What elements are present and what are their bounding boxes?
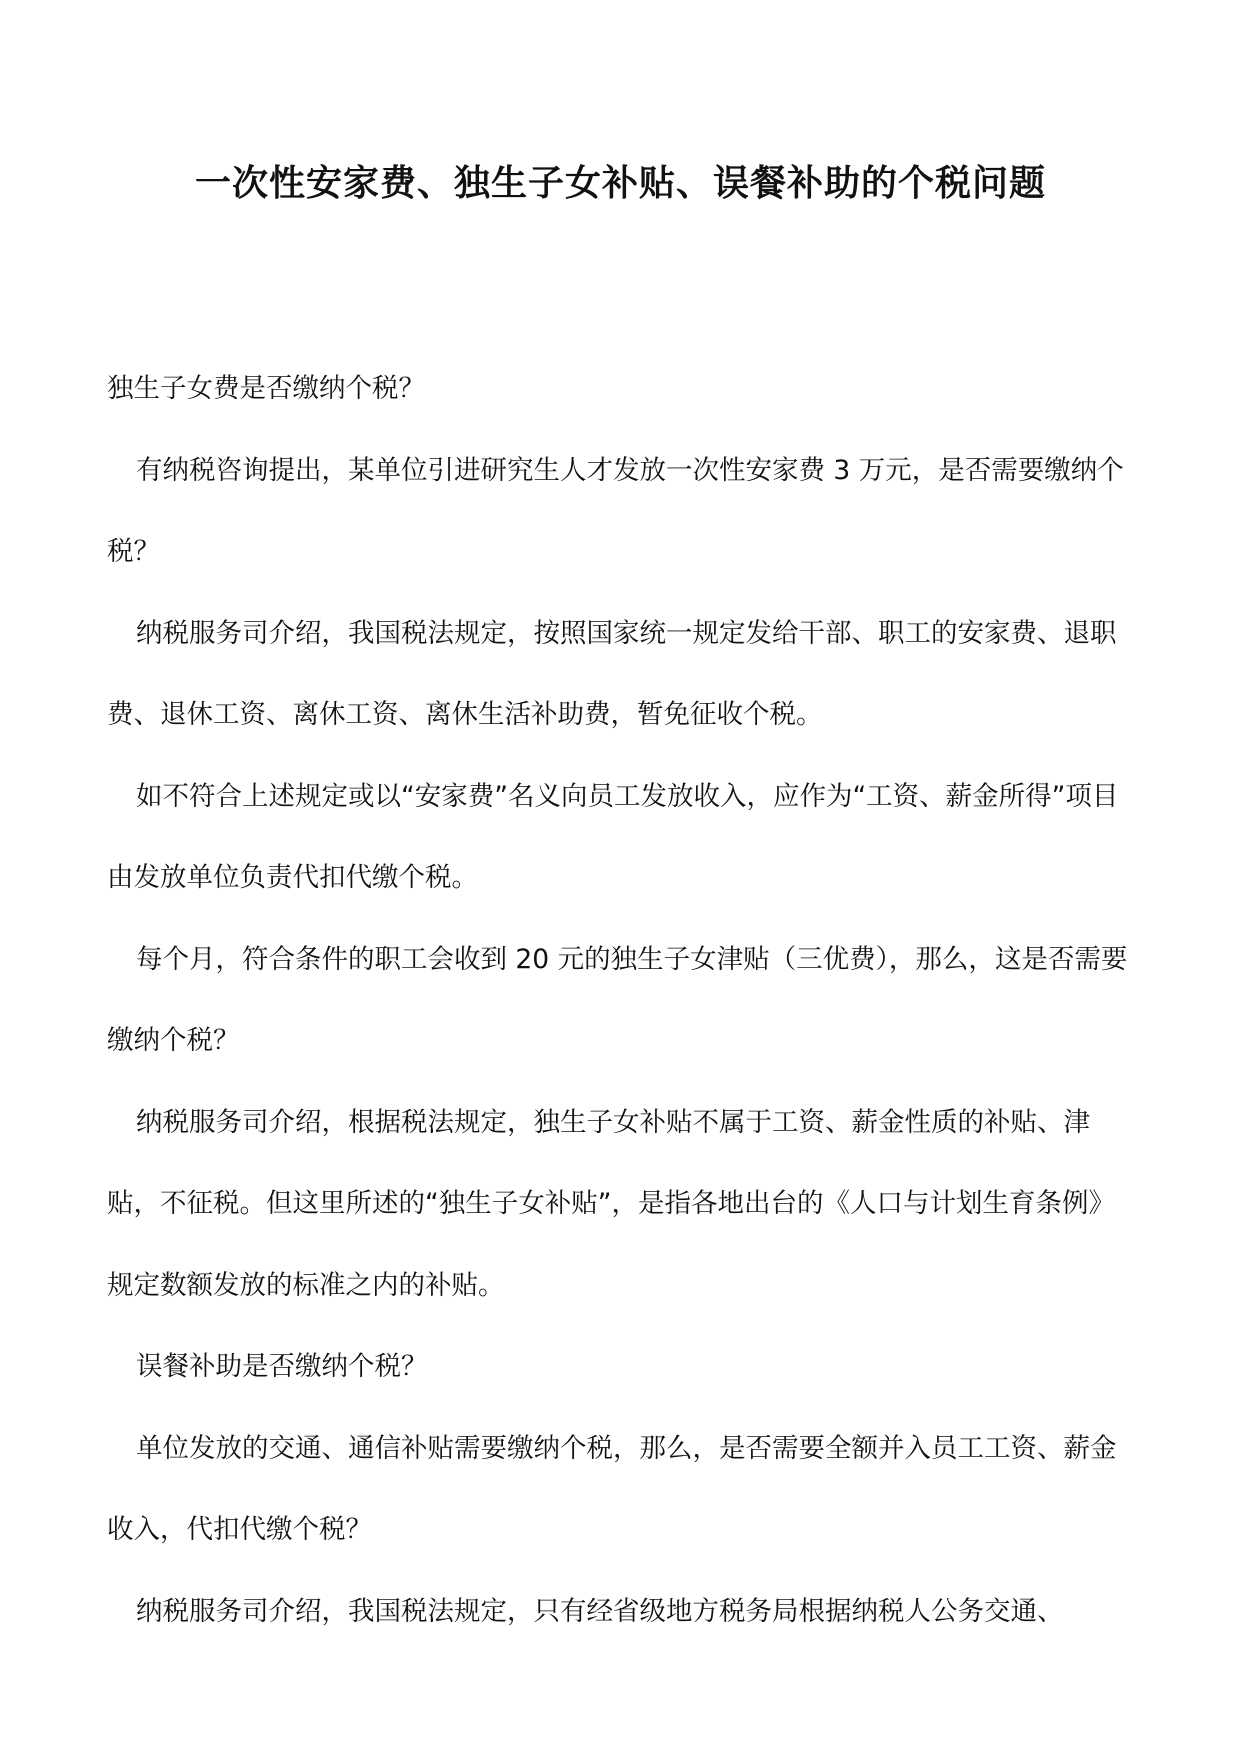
paragraph-settlement-rule: 纳税服务司介绍，我国税法规定，按照国家统一规定发给干部、职工的安家费、退职费、退休工资、离休工资、离休生活补助费，暂免征收个税。: [107, 617, 1117, 730]
paragraph-settlement-question: 有纳税咨询提出，某单位引进研究生人才发放一次性安家费 3 万元，是否需要缴纳个税？: [107, 454, 1124, 567]
paragraph-settlement-withholding: 如不符合上述规定或以“安家费”名义向员工发放收入，应作为“工资、薪金所得”项目由发放单位负责代扣代缴个税。: [107, 780, 1119, 893]
paragraph-heading-only-child-fee: 独生子女费是否缴纳个税？: [107, 373, 425, 404]
paragraph-transport-rule: 纳税服务司介绍，我国税法规定，只有经省级地方税务局根据纳税人公务交通、: [136, 1595, 1064, 1627]
document-body: [107, 348, 1137, 1652]
document-title: 一次性安家费、独生子女补贴、误餐补助的个税问题: [194, 162, 1046, 204]
paragraph-transport-question: 单位发放的交通、通信补贴需要缴纳个税，那么，是否需要全额并入员工工资、薪金收入，代扣代缴个税？: [107, 1432, 1117, 1545]
paragraph-only-child-rule: 纳税服务司介绍，根据税法规定，独生子女补贴不属于工资、薪金性质的补贴、津贴，不征税。但这里所述的“独生子女补贴”，是指各地出台的《人口与计划生育条例》规定数额发放的标准之内的补贴。: [107, 1106, 1115, 1301]
paragraph-heading-meal-allowance: 误餐补助是否缴纳个税？: [136, 1351, 428, 1382]
paragraph-only-child-question: 每个月，符合条件的职工会收到 20 元的独生子女津贴（三优费），那么，这是否需要缴纳个税？: [107, 943, 1128, 1056]
